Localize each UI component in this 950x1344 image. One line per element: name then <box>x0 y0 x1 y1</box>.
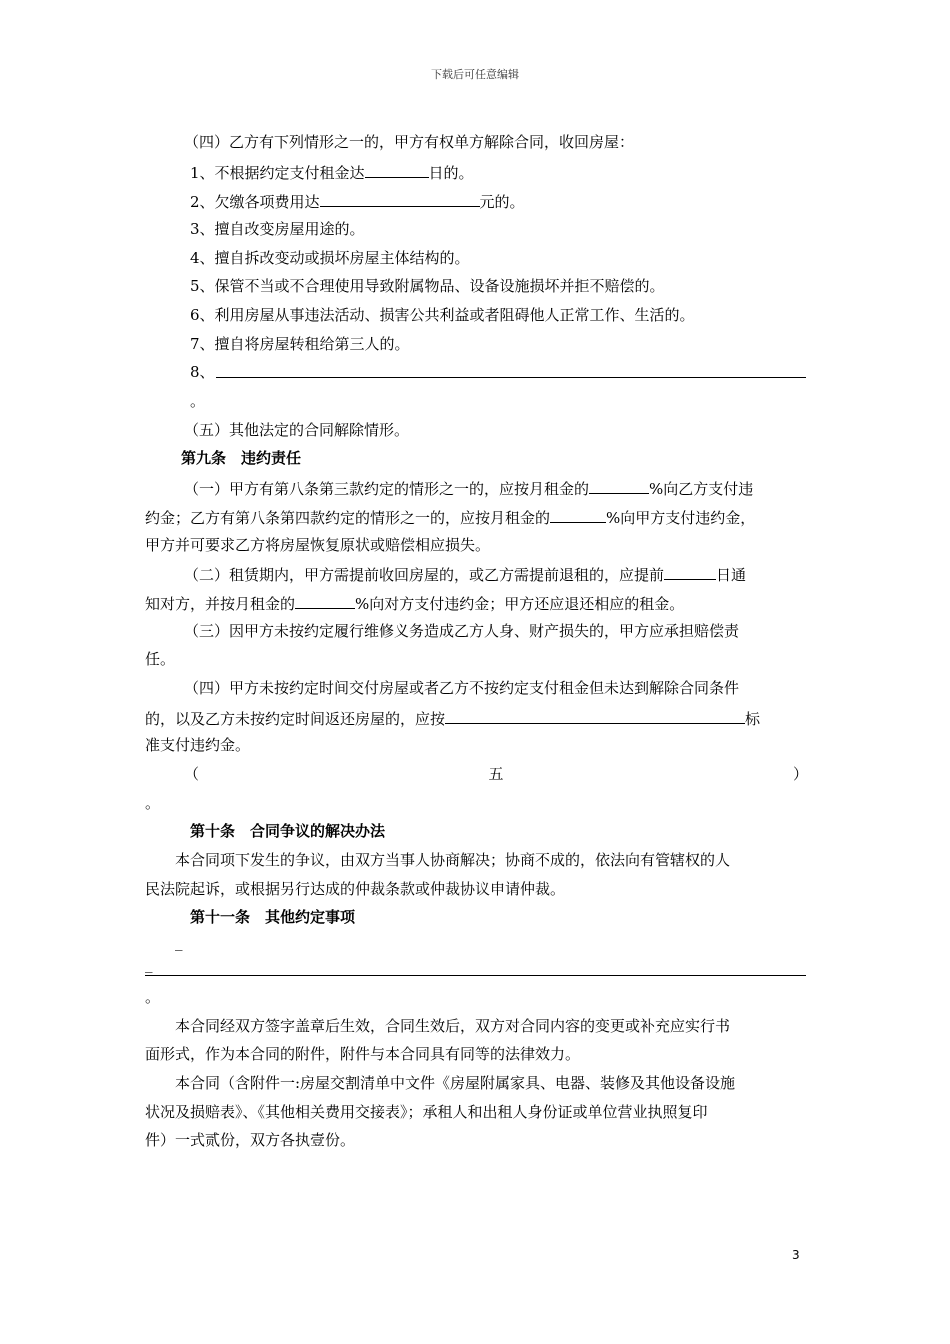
blank-percent <box>550 506 606 523</box>
clause-9-3-line-1: （三）因甲方未按约定履行维修义务造成乙方人身、财产损失的，甲方应承担赔偿责 <box>184 622 740 640</box>
clause-9-4-line-1: （四）甲方未按约定时间交付房屋或者乙方不按约定支付租金但未达到解除合同条件 <box>184 679 740 697</box>
article-9-heading: 第九条 违约责任 <box>181 449 302 467</box>
text: （一）甲方有第八条第三款约定的情形之一的，应按月租金的 <box>184 480 590 498</box>
blank-line-item-8 <box>216 377 806 378</box>
text: 约金；乙方有第八条第四款约定的情形之一的，应按月租金的 <box>145 509 551 527</box>
blank-days <box>664 563 716 580</box>
closing-para-1-line-1: 本合同经双方签字盖章后生效，合同生效后，双方对合同内容的变更或补充应实行书 <box>175 1017 731 1035</box>
blank-line-other-terms <box>145 975 806 976</box>
clause-9-4-line-3: 准支付违约金。 <box>145 736 251 754</box>
text: %向对方支付违约金；甲方还应退还相应的租金。 <box>355 595 685 613</box>
clause-8-4-item-3: 3、擅自改变房屋用途的。 <box>190 220 365 238</box>
text: 知对方，并按月租金的 <box>145 595 296 613</box>
clause-9-1-line-1 <box>184 477 753 499</box>
clause-8-4-item-5: 5、保管不当或不合理使用导致附属物品、设备设施损坏并拒不赔偿的。 <box>190 277 665 295</box>
clause-9-2-line-2 <box>145 592 684 614</box>
clause-9-4-line-2 <box>145 707 760 729</box>
article-11-heading: 第十一条 其他约定事项 <box>190 908 356 926</box>
blank-percent <box>589 477 649 494</box>
clause-8-4-intro: （四）乙方有下列情形之一的，甲方有权单方解除合同，收回房屋： <box>184 133 635 151</box>
clause-8-4-item-2 <box>190 190 525 212</box>
clause-8-5: （五）其他法定的合同解除情形。 <box>184 421 410 439</box>
article-10-heading: 第十条 合同争议的解决办法 <box>190 822 386 840</box>
text: %向乙方支付违 <box>649 480 754 498</box>
text: 2、欠缴各项费用达 <box>190 193 320 211</box>
clause-8-4-item-7: 7、擅自将房屋转租给第三人的。 <box>190 335 410 353</box>
text: 的，以及乙方未按约定时间返还房屋的，应按 <box>145 710 446 728</box>
clause-9-5-line-1 <box>145 764 808 784</box>
text: 日的。 <box>428 164 474 182</box>
period: 。 <box>190 392 206 410</box>
closing-para-2-line-1: 本合同（含附件一:房屋交割清单中文件《房屋附属家具、电器、装修及其他设备设施 <box>175 1074 736 1092</box>
text: 五 <box>488 765 504 783</box>
text: %向甲方支付违约金， <box>606 509 756 527</box>
clause-8-4-item-8: 8、 <box>190 363 215 381</box>
blank-amount <box>320 190 480 207</box>
clause-9-3-line-2: 任。 <box>145 650 176 668</box>
period: 。 <box>145 988 161 1006</box>
closing-para-2-line-3: 件）一式贰份，双方各执壹份。 <box>145 1131 356 1149</box>
page-header: 下载后可任意编辑 <box>431 68 519 81</box>
blank-percent <box>295 592 355 609</box>
text: 日通 <box>716 566 747 584</box>
article-10-line-2: 民法院起诉，或根据另行达成的仲裁条款或仲裁协议申请仲裁。 <box>145 880 566 898</box>
blank-standard <box>445 707 745 724</box>
clause-8-4-item-6: 6、利用房屋从事违法活动、损害公共利益或者阻碍他人正常工作、生活的。 <box>190 306 695 324</box>
text: ） <box>792 765 808 783</box>
clause-8-4-item-1 <box>190 161 474 183</box>
text: （二）租赁期内，甲方需提前收回房屋的，或乙方需提前退租的，应提前 <box>184 566 665 584</box>
clause-9-5-line-2: 。 <box>145 794 161 812</box>
dash-mark: _ <box>145 955 153 973</box>
article-10-line-1: 本合同项下发生的争议，由双方当事人协商解决；协商不成的，依法向有管辖权的人 <box>175 851 731 869</box>
closing-para-1-line-2: 面形式，作为本合同的附件，附件与本合同具有同等的法律效力。 <box>145 1045 581 1063</box>
text: （ <box>184 765 200 783</box>
text: 标 <box>745 710 761 728</box>
blank-days <box>365 161 429 178</box>
dash-mark: _ <box>175 933 183 951</box>
text: 元的。 <box>479 193 525 211</box>
closing-para-2-line-2: 状况及损赔表》、《其他相关费用交接表》；承租人和出租人身份证或单位营业执照复印 <box>145 1103 708 1121</box>
clause-9-1-line-3: 甲方并可要求乙方将房屋恢复原状或赔偿相应损失。 <box>145 536 491 554</box>
clause-9-1-line-2 <box>145 506 755 528</box>
clause-8-4-item-4: 4、擅自拆改变动或损坏房屋主体结构的。 <box>190 249 470 267</box>
page-number: 3 <box>792 1248 800 1262</box>
clause-9-2-line-1 <box>184 563 746 585</box>
text: 1、不根据约定支付租金达 <box>190 164 365 182</box>
